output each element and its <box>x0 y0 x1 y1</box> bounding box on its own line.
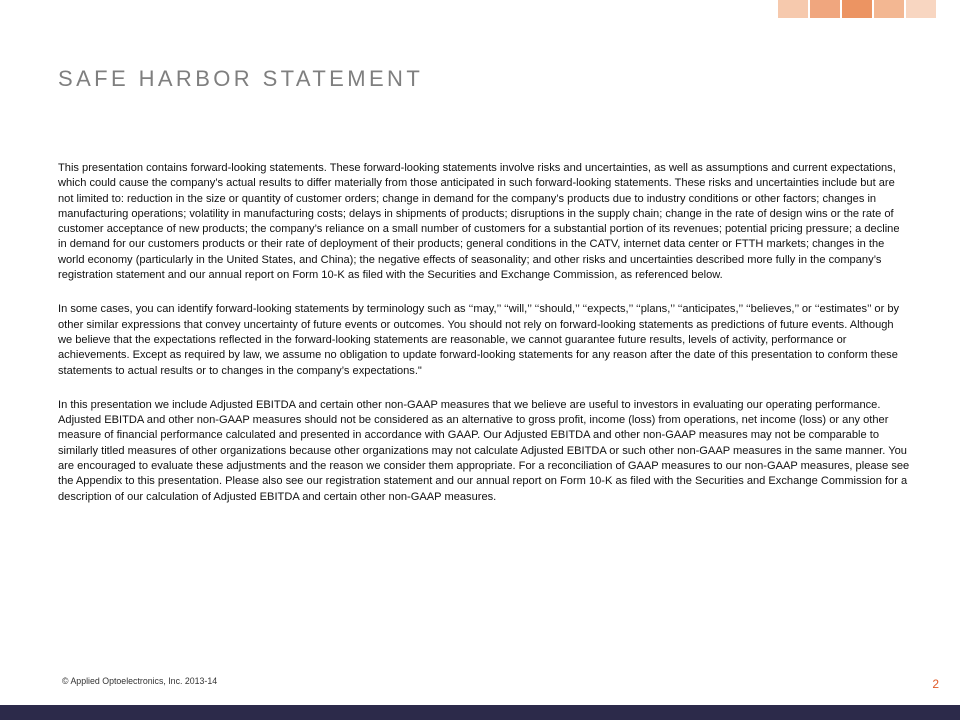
forward-looking-paragraph: This presentation contains forward-looking statements. These forward-looking statements involve risks and uncertainties, as well as assumptions and current expectations, which could cause the company’s actual results to differ materially from those anticipated in such forward-looking statements. These risks and uncertainties include but are not limited to: reduction in the size or quantity of customer orders; change in demand for the company’s products due to industry conditions or other factors; changes in manufacturing operations; volatility in manufacturing costs; delays in shipments of products; disruptions in the supply chain; change in the rate of design wins or the rate of customer acceptance of new products; the company’s reliance on a small number of customers for a substantial portion of its revenues; potential pricing pressure; a decline in demand for our customers products or their rate of deployment of their products; general conditions in the CATV, internet data center or FTTH markets; changes in the world economy (particularly in the United States, and China); the negative effects of seasonality; and other risks and uncertainties described more fully in the company’s registration statement and our annual report on Form 10-K as filed with the Securities and Exchange Commission, as referenced below. <box>58 162 900 282</box>
decorative-square <box>778 0 808 18</box>
terminology-paragraph: In some cases, you can identify forward-looking statements by terminology such as ‘‘may,’’ ‘‘will,’’ ‘‘should,’’ ‘‘expects,’’ ‘‘plans,’’ ‘‘anticipates,’’ ‘‘believes,’’ or ‘‘estimates’’ or by other similar expressions that convey uncertainty of future events or outcomes. You should not rely on forward-looking statements as predictions of future events. Although we believe that the expectations reflected in the forward-looking statements are reasonable, we cannot guarantee future results, levels of activity, performance or achievements. Except as required by law, we assume no obligation to update forward-looking statements for any reason after the date of this presentation to conform these statements to actual results or to changes in the company’s expectations." <box>58 303 900 377</box>
decorative-square <box>906 0 936 18</box>
copyright-footer: © Applied Optoelectronics, Inc. 2013-14 <box>62 676 218 686</box>
decorative-square <box>842 0 872 18</box>
decorative-square <box>874 0 904 18</box>
non-gaap-paragraph: In this presentation we include Adjusted EBITDA and certain other non-GAAP measures that we believe are useful to investors in evaluating our operating performance. Adjusted EBITDA and other non-GAAP measures should not be considered as an alternative to gross profit, income (loss) from operations, net income (loss) or any other measure of financial performance calculated and presented in accordance with GAAP. Our Adjusted EBITDA and other non-GAAP measures may not be comparable to similarly titled measures of other organizations because other organizations may not calculate Adjusted EBITDA or such other non-GAAP measures in the same manner. You are encouraged to evaluate these adjustments and the reason we consider them appropriate. For a reconciliation of GAAP measures to our non-GAAP measures, please see the Appendix to this presentation. Please also see our registration statement and our annual report on Form 10-K as filed with the Securities and Exchange Commission for a description of our calculation of Adjusted EBITDA and certain other non-GAAP measures. <box>58 398 910 503</box>
decorative-color-strip <box>778 0 938 18</box>
slide-title: SAFE HARBOR STATEMENT <box>58 66 424 91</box>
bottom-bar <box>0 705 960 720</box>
page-number: 2 <box>932 677 939 691</box>
slide-body <box>58 161 910 524</box>
decorative-square <box>810 0 840 18</box>
